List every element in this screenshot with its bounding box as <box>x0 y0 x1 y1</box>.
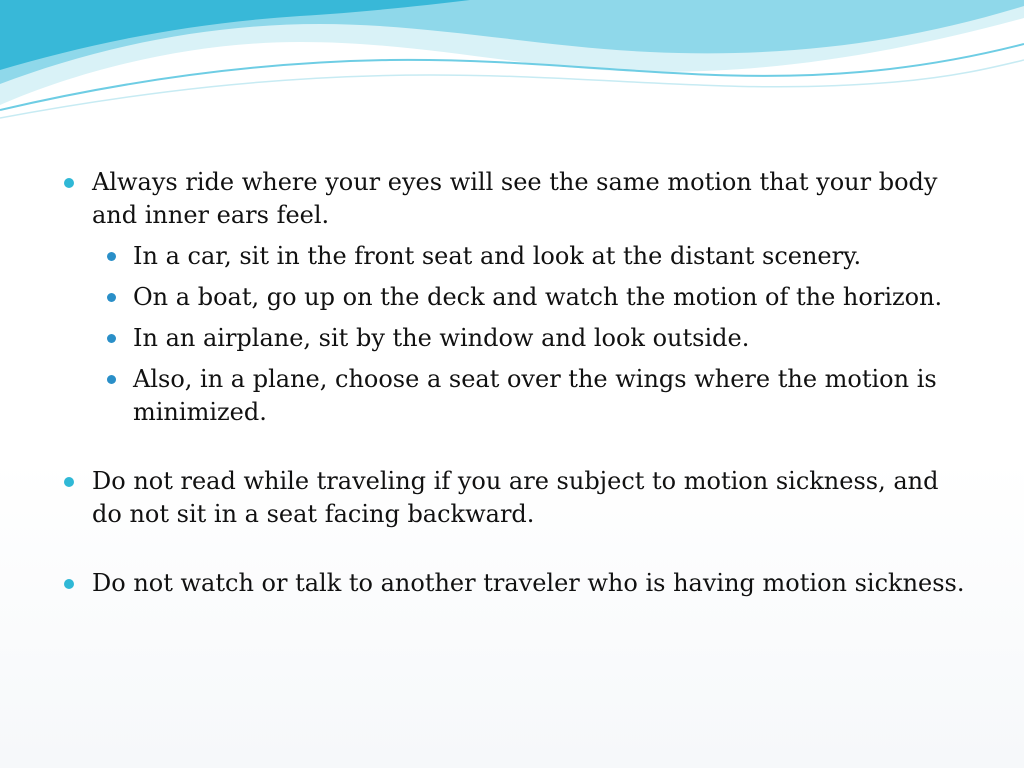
sub-bullet-list <box>92 240 972 429</box>
bullet-dot-icon <box>64 178 74 188</box>
bullet-item-2 <box>62 465 972 531</box>
sub-bullet-text: In an airplane, sit by the window and look outside. <box>133 324 750 352</box>
sub-bullet-dot-icon <box>107 252 116 261</box>
wave-line-2 <box>0 60 1024 118</box>
sub-bullet-dot-icon <box>107 293 116 302</box>
slide-content <box>62 166 972 600</box>
bullet-dot-icon <box>64 579 74 589</box>
bullet-text: Do not read while traveling if you are subject to motion sickness, and do not sit in a seat facing backward. <box>92 467 939 528</box>
bullet-text: Always ride where your eyes will see the same motion that your body and inner ears feel. <box>92 168 938 229</box>
sub-bullet-item-1 <box>92 240 972 273</box>
bullet-dot-icon <box>64 477 74 487</box>
sub-bullet-text: Also, in a plane, choose a seat over the wings where the motion is minimized. <box>133 365 937 426</box>
sub-bullet-text: On a boat, go up on the deck and watch the motion of the horizon. <box>133 283 943 311</box>
bullet-text: Do not watch or talk to another traveler who is having motion sickness. <box>92 569 965 597</box>
sub-bullet-text: In a car, sit in the front seat and look at the distant scenery. <box>133 242 862 270</box>
wave-header <box>0 0 1024 130</box>
sub-bullet-item-3 <box>92 322 972 355</box>
bullet-item-1 <box>62 166 972 429</box>
bullet-item-3 <box>62 567 972 600</box>
sub-bullet-item-4 <box>92 363 972 429</box>
sub-bullet-dot-icon <box>107 334 116 343</box>
sub-bullet-item-2 <box>92 281 972 314</box>
sub-bullet-dot-icon <box>107 375 116 384</box>
